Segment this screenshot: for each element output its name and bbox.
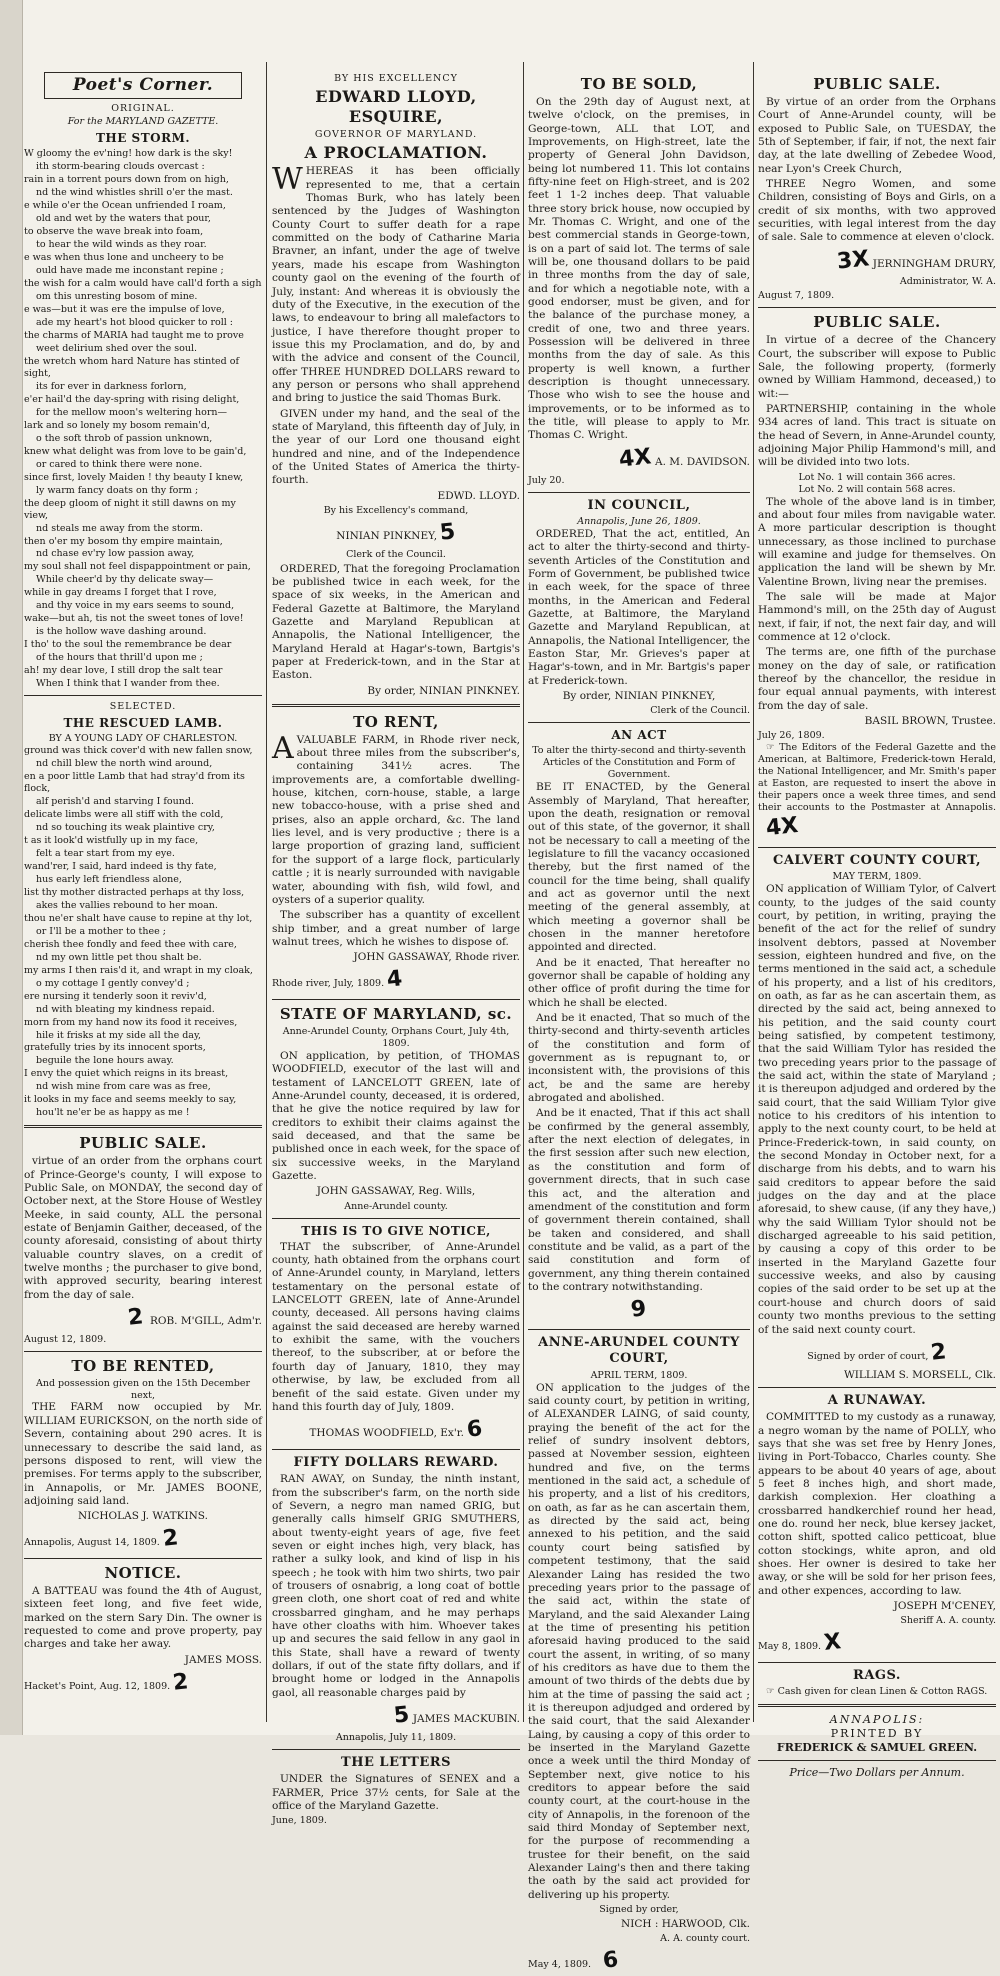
storm-line: e while o'er the Ocean unfriended I roam, [24,200,226,212]
to-rent-body-2: The subscriber has a quantity of excellent ship timber, and a great number of large walnut trees, which he wishes to dispose of. [272,909,520,948]
lamb-line: cherish thee fondly and feed thee with care, [24,938,237,950]
storm-poem-title: THE STORM. [95,131,191,146]
poets-corner-heading: Poet's Corner. [44,72,242,99]
public-sale-body-3e: The terms are, one fifth of the purchase money on the day of sale, or ratification thereof by the chancellor, the residue in four equal annual payments, with interest from the day of sale. [758,646,996,712]
storm-line: to observe the wave break into foam, [24,226,204,238]
aa-county-court-body: ON application to the judges of the said county court, by petition in writing, of ALEXANDER LAING, of said county, praying the benefit of the act for the relief of sundry insolvent debtors, passed at November session, eighteen hundred and five, on the terms mentioned in the said act, a schedule of his property, and a list of his creditors, on oath, as far as he can ascertain them, as directed by the said act, being annexed to his petition, and the said county court being satisfied by competent testimony, that the said Alexander Laing has resided the two preceding years prior to the passage of the said act, within the state of Maryland, and the said Alexander Laing at the time of presenting his petition aforesaid having produced to the said court the assent, in writing, of so many of his creditors as have due to them the amount of two thirds of the debts due by him at the time of passing the said act ; it is thereupon adjudged and ordered by the said court, that the said Alexander Laing, by causing a copy of this order to be inserted in the Maryland Gazette once a week until the third Monday of September next, give notice to his creditors to appear before the said county court, at the court-house in the city of Annapolis, in the forenoon of the said third Monday of September next, for the purpose of recommending a trustee for their benefit, on the said Alexander Laing's then and there taking the oath by the said act provided for delivering up his property. [528,1381,750,1901]
storm-line: o the soft throb of passion unknown, [36,432,213,444]
storm-line: ly warm fancy doats on thy form ; [36,484,199,496]
storm-line: rain in a torrent pours down from on high, [24,174,229,186]
lamb-line: my arms I then rais'd it, and wrapt in my cloak, [24,964,253,976]
storm-line: wake—but ah, tis not the sweet tones of love! [24,613,244,625]
runaway-signature: JOSEPH M'CENEY, [893,1599,996,1612]
handwritten-mark: 2 [161,1525,180,1553]
lamb-line: t as it look'd wistfully up in my face, [24,834,199,846]
to-be-rented-title: TO BE RENTED, [71,1356,215,1375]
storm-line: of the hours that thrill'd upon me ; [36,652,203,664]
to-rent-title: TO RENT, [353,712,439,731]
public-sale-date: August 12, 1809. [24,1333,107,1345]
storm-line: the deep gloom of night it still dawns on my view, [24,497,236,521]
lamb-line: delicate limbs were all stiff with the cold, [24,809,224,821]
lamb-line: hou'lt ne'er be as happy as me ! [36,1107,190,1119]
pointing-hand-icon: ☞ [766,1686,775,1698]
public-sale-signature-3: BASIL BROWN, Trustee. [864,715,996,728]
public-sale-title-3: PUBLIC SALE. [813,313,941,332]
aa-county-court-signature: NICH : HARWOOD, Clk. [621,1918,750,1931]
letters-date: June, 1809. [272,1815,327,1827]
column-3 [528,72,751,1974]
handwritten-mark: 9 [630,1296,648,1323]
public-sale-body-2: By virtue of an order from the Orphans Court of Anne-Arundel county, will be exposed to Public Sale, on TUESDAY, the 5th of September, if fair, if not, the next fair day, at the late dwelling of Zebedee Wood, near Lyon's Creek Church, [758,95,996,175]
public-sale-body-3b: PARTNERSHIP, containing in the whole 934 acres of land. This tract is situate on the head of Severn, in Anne-Arundel county, adjoining Major Philip Hammond's mill, and will be divided into two lots. [758,402,996,469]
in-council-date: Annapolis, June 26, 1809. [577,515,701,527]
public-sale-body-3: In virtue of a decree of the Chancery Court, the subscriber will expose to Public Sale, the following property, (formerly owned by William Hammond, deceased,) to wit:— [758,334,996,400]
price-line: Price—Two Dollars per Annum. [789,1765,965,1779]
storm-line: the wretch whom hard Nature has stinted of sight, [24,355,239,379]
selected-label: SELECTED. [109,701,177,713]
lamb-line: nd my own little pet thou shalt be. [36,951,202,963]
give-notice-signature: THOMAS WOODFIELD, Ex'r. 6 [309,1416,484,1443]
lamb-line: akes the vallies rebound to her moan. [36,899,218,911]
public-sale-body-2b: THREE Negro Women, and some Children, consisting of Boys and Girls, on a credit of six months, with two approved securities, with legal interest from the day of sale. Sale to commence at eleven o'clock. [758,177,996,244]
storm-line: for the mellow moon's weltering horn— [36,406,228,418]
rags-body: ☞ Cash given for clean Linen & Cotton RAGS. [766,1686,988,1698]
lamb-line: ground was thick cover'd with new fallen snow, [24,745,253,757]
lamb-line: felt a tear start from my eye. [36,847,175,859]
storm-line: the wish for a calm would have call'd forth a sigh [24,278,262,290]
in-council-body: ORDERED, That the act, entitled, An act to alter the thirty-second and thirty-seventh Articles of the Constitution and Form of Government, be published twice in each week, for the space of three months, in the American and Federal Gazette, at Baltimore, the Maryland Gazette and Maryland Republican, at Annapolis, the National Intelligencer, the Easton Star, Mr. Grieves's paper at Hagar's-town, and in Mr. Bartgis's paper at Frederick-town. [528,527,750,687]
lamb-poem-byline: BY A YOUNG LADY OF CHARLESTON. [48,733,238,745]
notice-title: NOTICE. [104,1564,182,1583]
handwritten-mark: 3X [835,246,871,275]
storm-line: ade my heart's hot blood quicker to roll : [36,317,233,329]
to-be-rented-date: Annapolis, August 14, 1809. 2 [24,1525,180,1553]
handwritten-mark: 2 [171,1669,190,1696]
public-sale-title: PUBLIC SALE. [79,1134,207,1153]
handwritten-mark: 4X [764,813,800,842]
storm-line: ould have made me inconstant repine ; [36,265,224,277]
runaway-date: May 8, 1809. X [758,1629,843,1656]
storm-line: om this unresting bosom of mine. [36,291,198,303]
handwritten-mark: 5 [439,519,457,546]
storm-poem [24,148,262,690]
to-be-rented-signature: NICHOLAS J. WATKINS. [78,1510,208,1523]
lamb-line: or I'll be a mother to thee ; [36,925,166,937]
by-command-line: By his Excellency's command, [323,504,469,516]
public-sale-body-3d: The sale will be made at Major Hammond's mill, on the 25th day of August next, if fair, if not, the next fair day, and will commence at 12 o'clock. [758,591,996,644]
storm-line: while in gay dreams I forget that I rove, [24,587,217,599]
handwritten-mark: 2 [930,1339,949,1366]
column-rule [523,62,524,1722]
column-2 [272,72,520,1827]
handwritten-mark: 5 [392,1702,411,1729]
to-be-sold-date: July 20. [528,474,565,486]
handwritten-mark: 6 [601,1947,620,1974]
storm-line: lark and so lonely my bosom remain'd, [24,419,210,431]
storm-line: its for ever in darkness forlorn, [36,380,187,392]
editors-note: ☞ The Editors of the Federal Gazette and the American, at Baltimore, Frederick-town Herald, the National Intelligencer, and Mr. Smith's paper at Easton, are requested to insert the above in their papers once a week three times, and send their accounts to the Postmaster at Annapolis. 4X [758,742,996,842]
ninian-pinkney: NINIAN PINKNEY, 5 [336,519,457,546]
by-his-excellency: BY HIS EXCELLENCY [334,73,458,84]
rags-title: RAGS. [853,1667,901,1683]
an-act-p1: BE IT ENACTED, by the General Assembly of Maryland, That hereafter, upon the death, resignation or removal out of this state, of the governor, it shall not be necessary to call a meeting of the legislature to fill the vacancy occasioned thereby, but the first named of the council for the time being, shall qualify and act as governor until the next meeting of the general assembly, at which meeting a governor shall be chosen in the manner heretofore appointed and directed. [528,781,750,954]
for-gazette-line: For the MARYLAND GAZETTE. [67,116,219,128]
proclamation-title: A PROCLAMATION. [304,143,488,163]
public-sale-signature-2: 3X JERNINGHAM DRURY, [835,246,996,275]
aa-county-court-date: May 4, 1809. 6 [528,1947,620,1974]
column-rule [753,62,754,1722]
lamb-line: nd with bleating my kindness repaid. [36,1003,215,1015]
an-act-mark [528,1296,750,1324]
lamb-line: hus early left friendless alone, [36,873,182,885]
to-rent-date: Rhode river, July, 1809. 4 [272,966,404,994]
lamb-line: nd chill blew the north wind around, [36,758,213,770]
handwritten-mark: 4X [618,444,653,473]
proclamation-signature: EDWD. LLOYD. [437,489,520,502]
governor-title: GOVERNOR OF MARYLAND. [314,129,478,141]
state-of-maryland-title: STATE OF MARYLAND, sc. [279,1005,513,1024]
calvert-court-term: MAY TERM, 1809. [832,871,922,883]
state-of-maryland-signature-2: Anne-Arundel county. [344,1200,448,1212]
lamb-line: alf perish'd and starving I found. [36,796,194,808]
letters-title: THE LETTERS [341,1754,451,1770]
lot-1: Lot No. 1 will contain 366 acres. [798,471,956,483]
storm-line: to hear the wild winds as they roar. [36,239,207,251]
proclamation-body: WHEREAS it has been officially represented to me, that a certain Thomas Burk, who has lately been sentenced by the Judges of Washington County Court to suffer death for a rape committed on the body of Catharine Maria Bravner, an infant, under the age of twelve years, made his escape from Washington county gaol on the evening of the fourth of July, instant: And whereas it is obviously the duty of the Executive, in the execution of the laws, to endeavour to bring all malefactors to justice, I have therefore thought proper to issue this my Proclamation, and do, by and with the advice and consent of the Council, offer THREE HUNDRED DOLLARS reward to any person or persons who shall apprehend and bring to justice the said Thomas Burk. [272,162,520,405]
notice-body: A BATTEAU was found the 4th of August, sixteen feet long, and five feet wide, marked on the stern Sary Din. The owner is requested to come and prove property, pay charges and take her away. [24,1585,262,1651]
storm-line: is the hollow wave dashing around. [36,626,207,638]
to-be-rented-sub: And possession given on the 15th December next, [35,1377,251,1401]
in-council-title: IN COUNCIL, [587,497,691,513]
calvert-court-title: CALVERT COUNTY COURT, [772,852,982,868]
runaway-body: COMMITTED to my custody as a runaway, a negro woman by the name of POLLY, who says that she was set free by Henry Jones, living in Port-Tobacco, Charles county. She appears to be about 40 years of age, about 5 feet 8 inches high, and short made, darkish complexion. Her cloathing a crossbarred handkerchief round her head, one do. round her neck, blue kersey jacket, cotton shift, spotted calico petticoat, blue cotton stockings, white apron, and old shoes. Her owner is desired to take her away, or she will be sold for her prison fees, and other expences, according to law. [758,1411,996,1597]
runaway-signature-2: Sheriff A. A. county. [900,1615,996,1627]
storm-line: nd steals me away from the storm. [36,522,203,534]
storm-line: and thy voice in my ears seems to sound, [36,600,235,612]
public-sale-signature-2b: Administrator, W. A. [899,276,996,288]
lamb-poem [24,745,262,1119]
in-council-signature: By order, NINIAN PINKNEY, [562,689,716,702]
pointing-hand-icon: ☞ [766,742,775,754]
lamb-line: wand'rer, I said, hard indeed is thy fate, [24,860,217,872]
governor-name: EDWARD LLOYD, ESQUIRE, [315,86,477,127]
letters-body: UNDER the Signatures of SENEX and a FARMER, Price 37½ cents, for Sale at the office of the Maryland Gazette. [272,1773,520,1812]
proclamation-given: GIVEN under my hand, and the seal of the state of Maryland, this fifteenth day of July, in the year of our Lord one thousand eight hundred and nine, and of the Independence of the United States of America the thirty-fourth. [272,407,520,487]
to-rent-body: AVALUABLE FARM, in Rhode river neck, about three miles from the subscriber's, containing 341½ acres. The improvements are, a comfortable dwelling-house, kitchen, corn-house, stable, a large new tobacco-house, with a prise shed and prises, also an apple orchard, &c. The land lies level, and is very productive ; there is a large proportion of grazing land, sufficient for the support of a large flock, particularly cattle ; it is nearly surrounded with navigable water, abounding with fish, wild fowl, and oysters of a superior quality. [272,730,520,906]
lamb-line: gratefully tries by its innocent sports, [24,1042,206,1054]
an-act-sub: To alter the thirty-second and thirty-seventh Articles of the Constitution and Form of Government. [532,745,746,781]
lamb-line: morn from my hand now its food it receives, [24,1016,238,1028]
storm-line: nd the wind whistles shrill o'er the mast. [36,187,233,199]
give-notice-body: THAT the subscriber, of Anne-Arundel county, hath obtained from the orphans court of Anne-Arundel county, in Maryland, letters testamentary on the personal estate of LANCELOTT GREEN, late of Anne-Arundel county, deceased. All persons having claims against the said deceased are hereby warned to exhibit the same, with the vouchers thereof, to the subscriber, at or before the fourth day of January, 1810, they may otherwise, by law, be excluded from all benefit of the said estate. Given under my hand this fourth day of July, 1809. [272,1240,520,1413]
aa-county-court-signature-2: A. A. county court. [660,1933,750,1945]
handwritten-mark: 6 [465,1416,484,1443]
an-act-p3: And be it enacted, That so much of the thirty-second and thirty-seventh articles of the constitution and form of government as is repugnant to, or inconsistent with, the provisions of this act, be and the same are hereby abrogated and abolished. [528,1012,750,1105]
imprint-printed-by: PRINTED BY [830,1727,924,1741]
storm-line: e was—but it was ere the impulse of love, [24,304,225,316]
calvert-court-body: ON application of William Tylor, of Calvert county, to the judges of the said county court, by petition, in writing, praying the benefit of the act for the relief of sundry insolvent debtors, passed at November session, eighteen hundred and five, on the terms mentioned in the said act, a schedule of his property, and a list of his creditors, on oath, as far as he can ascertain them, as directed by the said act, being annexed to his petition, and the said county court being satisfied, by competent testimony, that the said William Tylor has resided the two preceding years prior to the passage of the said act, within the state of Maryland ; it is thereupon adjudged and ordered by the said court, that the said William Tylor give notice to his creditors of his intention to apply to the next county court, to be held at Prince-Frederick-town, in said county, on the second Monday in October next, for a discharge from his debts, and to warn his said creditors to appear before the said judges on the day and at the place aforesaid, to shew cause, (if any they have,) why the said William Tylor should not be discharged agreeable to his said petition, by causing a copy of this order to be inserted in the Maryland Gazette four successive weeks, and also by causing copies of the said order to be set up at the court-house and church doors of said county two months previous to the setting of the said next county court. [758,883,996,1336]
storm-line: the charms of MARIA had taught me to prove [24,330,244,342]
lamb-line: en a poor little Lamb that had stray'd from its flock, [24,771,245,795]
state-of-maryland-body: ON application, by petition, of THOMAS WOODFIELD, executor of the last will and testament of LANCELOTT GREEN, late of Anne-Arundel county, deceased, it is ordered, that he give the notice required by law for creditors to exhibit their claims against the said deceased, and that the same be published once in each week, for the space of six successive weeks, in the Maryland Gazette. [272,1050,520,1183]
column-rule [266,62,267,1722]
fifty-dollars-title: FIFTY DOLLARS REWARD. [293,1454,499,1470]
column-1 [24,72,262,1722]
storm-line: e'er hail'd the day-spring with rising delight, [24,393,240,405]
storm-line: ith storm-bearing clouds overcast : [36,161,205,173]
storm-line: While cheer'd by thy delicate sway— [36,574,214,586]
lamb-line: o my cottage I gently convey'd ; [36,977,190,989]
fifty-dollars-signature: 5 JAMES MACKUBIN. [392,1702,520,1729]
to-be-sold-body: On the 29th day of August next, at twelve o'clock, on the premises, in George-town, ALL that LOT, and Improvements, on High-street, late the property of General John Davidson, being lot numbered 11. This lot contains fifty-nine feet on High-street, and is 202 feet 1 1-2 inches deep. That valuable three story brick house, now occupied by Mr. Thomas C. Wright, and one of the best commercial stands in George-town, is on a part of said lot. The terms of sale will be, one thousand dollars to be paid in three months from the day of sale, and for which a negotiable note, with a good endorser, must be given, and for the balance of the purchase money, a credit of one, two and three years. Possession will be delivered in three months from the day of sale. As this property is well known, a further description is thought unnecessary. Those who wish to see the house and improvements, or to be informed as to the title, will please to apply to Mr. Thomas C. Wright. [528,95,751,442]
handwritten-mark: X [822,1629,843,1656]
public-sale-date-2: August 7, 1809. [758,290,835,302]
storm-line: When I think that I wander from thee. [36,678,220,690]
to-be-rented-body: THE FARM now occupied by Mr. WILLIAM EURICKSON, on the north side of Severn, containing about 290 acres. It is unnecessary to describe the said land, as persons disposed to rent, will view the premises. For terms apply to the subscriber, in Annapolis, or Mr. JAMES BOONE, adjoining said land. [24,1401,262,1507]
notice-signature: JAMES MOSS. [184,1653,262,1666]
give-notice-title: THIS IS TO GIVE NOTICE, [301,1223,491,1238]
storm-line: ah! my dear love, I still drop the salt tear [24,665,223,677]
notice-date: Hacket's Point, Aug. 12, 1809. 2 [24,1669,190,1696]
clerk-of-council: Clerk of the Council. [346,548,446,560]
fifty-dollars-body: RAN AWAY, on Sunday, the ninth instant, from the subscriber's farm, on the north side of Severn, a negro man named GRIG, but generally calls himself GRIG SMUTHERS, about twenty-eight years of age, five feet seven or eight inches high, very black, has rather a sulky look, and kind of lisp in his speech ; he took with him two shirts, two pair of trousers of osnabrig, a long coat of bottle green cloth, one short coat of red and white crossbarred gingham, and he may perhaps have other cloaths with him. Whoever takes up and secures the said fellow in any gaol in this State, shall have a reward of twenty dollars, if out of the state fifty dollars, and if brought home or lodged in the Annapolis gaol, all reasonable charges paid by [272,1473,520,1699]
lot-2: Lot No. 2 will contain 568 acres. [798,483,956,495]
aa-county-court-signed: Signed by order, [599,1904,679,1916]
public-sale-body-3c: The whole of the above land is in timber, and about four miles from navigable water. A more particular description is thought unnecessary, as those inclined to purchase will examine and judge for themselves. On application the land will be shewn by Mr. Valentine Brown, living near the premises. [758,495,996,588]
public-sale-title-2: PUBLIC SALE. [813,75,941,93]
state-of-maryland-signature: JOHN GASSAWAY, Reg. Wills, [316,1185,476,1198]
public-sale-signature: 2 ROB. M'GILL, Adm'r. [126,1304,262,1331]
lamb-line: thou ne'er shalt have cause to repine at thy lot, [24,912,253,924]
lamb-line: beguile the lone hours away. [36,1055,174,1067]
column-4 [758,72,997,1779]
calvert-court-signed: Signed by order of court, 2 [807,1339,949,1366]
in-council-signature-2: Clerk of the Council. [650,705,750,717]
proclamation-ordered: ORDERED, That the foregoing Proclamation be published twice in each week, for the space of six weeks, in the American and Federal Gazette at Baltimore, the Maryland Gazette and Maryland Republican at Annapolis, the National Intelligencer, the Maryland Herald at Hagar's-town, Bartgis's paper at Frederick-town, and in the Star at Easton. [272,562,520,682]
handwritten-mark: 2 [126,1304,145,1331]
original-label: ORIGINAL. [111,103,175,115]
lamb-line: hile it frisks at my side all the day, [36,1029,202,1041]
to-be-sold-title: TO BE SOLD, [580,75,698,93]
storm-line: nd chase ev'ry low passion away, [36,548,195,560]
lamb-line: ere nursing it tenderly soon it reviv'd, [24,990,207,1002]
an-act-title: AN ACT [611,728,667,743]
imprint-printers: FREDERICK & SAMUEL GREEN. [776,1740,978,1754]
storm-line: then o'er my bosom thy empire maintain, [24,535,223,547]
page-binding-strip [0,0,23,1735]
lamb-line: nd so touching its weak plaintive cry, [36,822,215,833]
lamb-line: I envy the quiet which reigns in its breast, [24,1068,229,1080]
public-sale-date-3: July 26, 1809. [758,730,825,742]
storm-line: or cared to think there were none. [36,458,203,470]
an-act-p2: And be it enacted, That hereafter no governor shall be capable of holding any other office of profit during the time for which he shall be elected. [528,956,750,1009]
public-sale-body: virtue of an order from the orphans court of Prince-George's county, I will expose to Public Sale, on MONDAY, the second day of October next, at the Store House of Westley Meeke, in said county, ALL the personal estate of Benjamin Gaither, deceased, of the county aforesaid, consisting of about thirty valuable country slaves, on a credit of twelve months ; the purchaser to give bond, with approved security, bearing interest from the day of sale. [24,1155,262,1301]
an-act-p4: And be it enacted, That if this act shall be confirmed by the general assembly, after the next election of delegates, in the first session after such new election, as the constitution and form of government directs, that in such case this act, and the alteration and amendment of the constitution and form of government therein contained, shall be taken and considered, and shall constitute and be valid, as a part of the said constitution and form of government, any thing therein contained to the contrary notwithstanding. [528,1107,750,1293]
lamb-line: it looks in my face and seems meekly to say, [24,1094,237,1106]
aa-county-court-title: ANNE-ARUNDEL COUNTY COURT, [538,1334,740,1367]
to-rent-signature: JOHN GASSAWAY, Rhode river. [353,951,520,964]
runaway-title: A RUNAWAY. [827,1392,927,1408]
storm-line: old and wet by the waters that pour, [36,213,211,225]
storm-line: since first, lovely Maiden ! thy beauty I knew, [24,471,244,483]
storm-line: knew what delight was from love to be gain'd, [24,445,247,457]
handwritten-mark: 4 [385,966,404,994]
state-of-maryland-sub: Anne-Arundel County, Orphans Court, July 4th, 1809. [282,1026,510,1050]
storm-line: I tho' to the soul the remembrance be dear [24,639,232,651]
storm-line: e was when thus lone and uncheery to be [24,252,224,264]
storm-line: weet delirium shed over the soul. [36,342,198,354]
lamb-line: list thy mother distracted perhaps at thy loss, [24,886,245,898]
fifty-dollars-date: Annapolis, July 11, 1809. [335,1731,457,1743]
storm-line: W gloomy the ev'ning! how dark is the sky! [24,148,233,160]
ordered-signature: By order, NINIAN PINKNEY. [367,684,520,697]
lamb-line: nd wish mine from care was as free, [36,1081,211,1093]
imprint-city: ANNAPOLIS: [829,1713,925,1727]
to-be-sold-signature: 4X A. M. DAVIDSON. [618,444,750,473]
lamb-poem-title: THE RESCUED LAMB. [63,716,223,731]
calvert-court-signature: WILLIAM S. MORSELL, Clk. [843,1368,996,1381]
storm-line: my soul shall not feel dispappointment or pain, [24,561,251,573]
aa-county-court-term: APRIL TERM, 1809. [590,1369,688,1381]
